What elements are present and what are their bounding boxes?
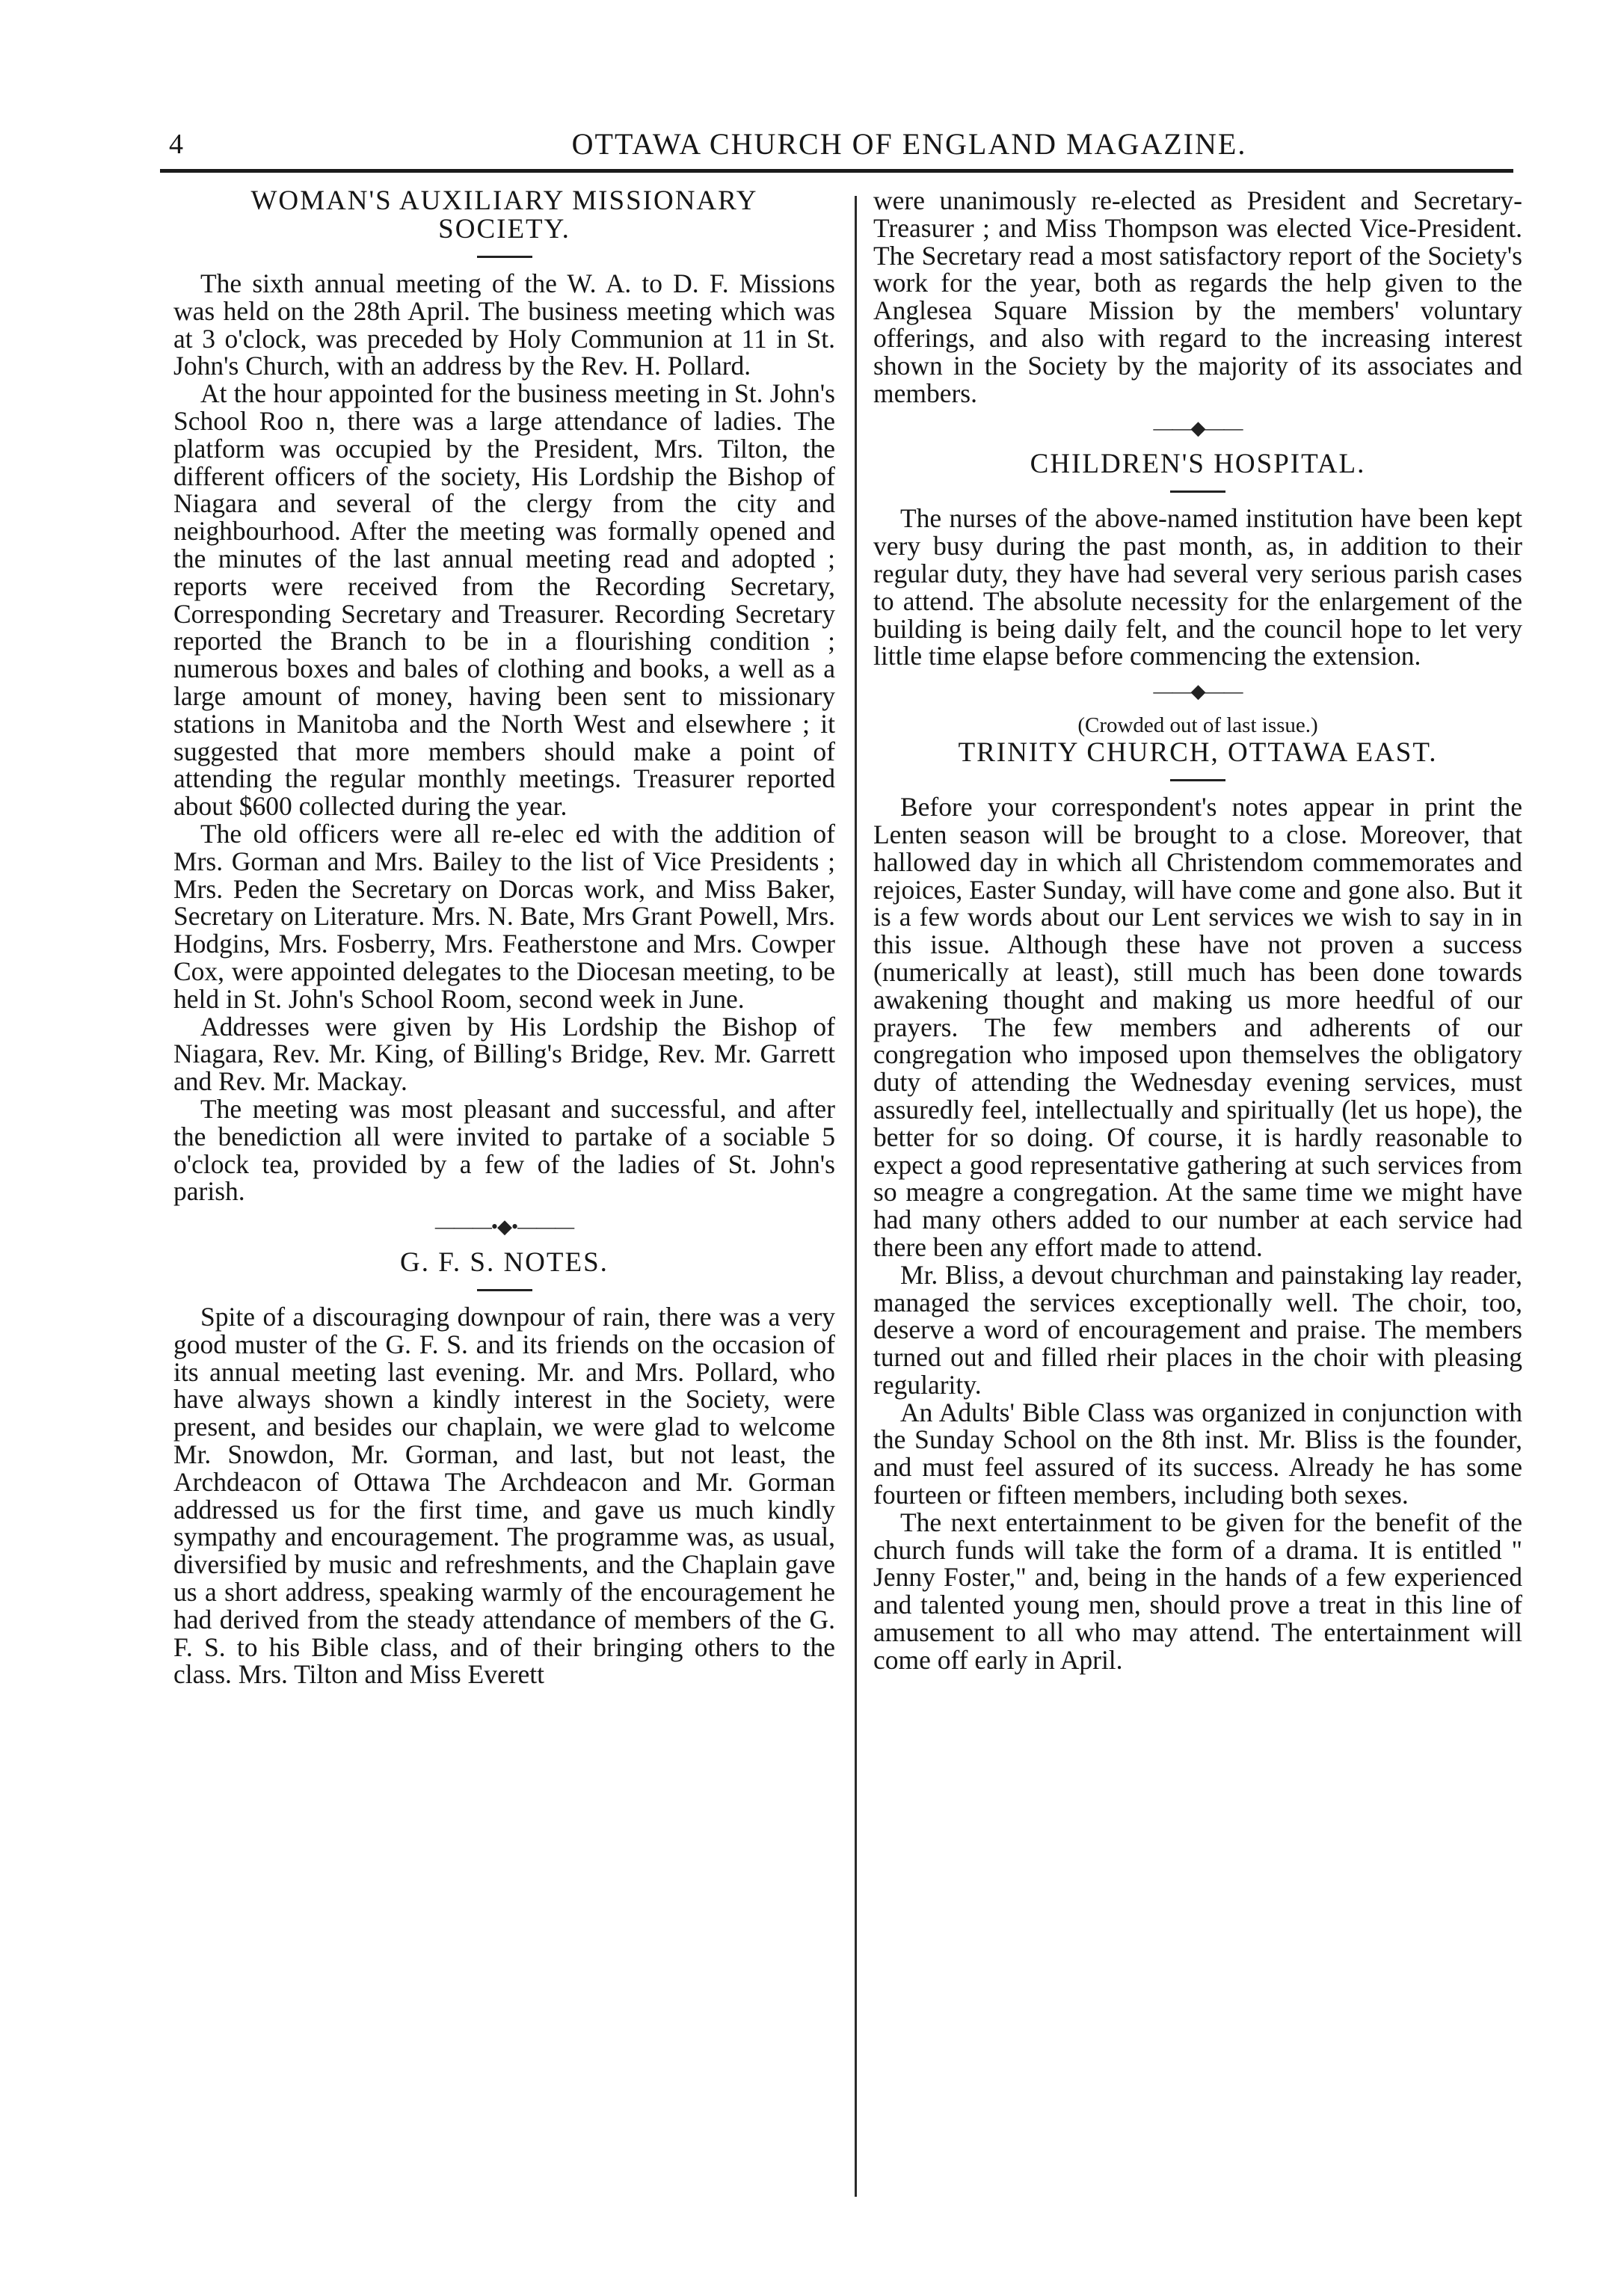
- gfs-notes-article: [173, 1249, 835, 1688]
- article-heading: G. F. S. NOTES.: [400, 1247, 609, 1279]
- paragraph: Before your correspondent's notes appear in print the Lenten season will be brought to a close. Moreover, that hallowed day in which all Christendom commemorates and rejoices, Easter Sunday, will have come and gone also. But it is a few words about our Lent services we wish to say in in this issue. Although these have not proven a success (numerically at least), still much has been done towards awakening thought and making us more heedful of our prayers. The few members and adherents of our congregation who imposed upon themselves the obligatory duty of attending the Wednesday evening services, must assuredly feel, intellectually and spiritually (let us hope), the better for so doing. Of course, it is hardly reasonable to expect a good representative gathering at such services from so meagre a congregation. At the same time we might have had many others added to our number at each service had there been any effort made to attend.: [873, 792, 1522, 1262]
- paragraph: Spite of a discouraging downpour of rain, there was a very good muster of the G. F. S. and its friends on the occasion of its annual meeting last evening. Mr. and Mrs. Pollard, who have always shown a kindly interest in the Society, were present, and besides our chaplain, we were glad to welcome Mr. Snowdon, Mr. Gorman, and last, but not least, the Archdeacon of Ottawa The Archdeacon and Mr. Gorman addressed us for the first time, and gave us much kindly sympathy and encouragement. The programme was, as usual, diversified by music and refreshments, and the Chaplain gave us a short address, speaking warmly of the encouragement he had derived from the steady attendance of members of the G. F. S. to his Bible class, and of their bringing others to the class. Mrs. Tilton and Miss Everett: [173, 1302, 835, 1690]
- paragraph: The sixth annual meeting of the W. A. to D. F. Missions was held on the 28th April. The business meeting which was at 3 o'clock, was preceded by Holy Communion at 11 in St. John's Church, with an address by the Rev. H. Pollard.: [173, 268, 835, 381]
- section-ornament: ——◆——: [1153, 680, 1243, 703]
- heading-line: WOMAN'S AUXILIARY MISSIONARY: [250, 185, 758, 216]
- paragraph: Mr. Bliss, a devout churchman and painstaking lay reader, managed the services exceptionally well. The choir, too, deserve a word of encouragement and praise. The members turned out and filled rheir places in the choir with pleasing regularity.: [873, 1259, 1522, 1400]
- right-column: [873, 187, 1522, 1674]
- paragraph: The nurses of the above-named institution have been kept very busy during the past month, as, in addition to their regular duty, they have had several very serious parish cases to attend. The absolute necessity for the enlargement of the building is being daily felt, and the council hope to let very little time elapse before commencing the extension.: [873, 503, 1522, 671]
- paragraph: The next entertainment to be given for the benefit of the church funds will take the form of a drama. It is entitled " Jenny Foster," and, being in the hands of a few experienced and talented young men, should prove a treat in this line of amusement to all who may attend. The entertainment will come off early in April.: [873, 1507, 1522, 1675]
- paragraph: The meeting was most pleasant and successful, and after the benediction all were invited to partake of a sociable 5 o'clock tea, provided by a few of the ladies of St. John's parish.: [173, 1093, 835, 1207]
- article-heading: [173, 187, 835, 244]
- header-rule: [160, 169, 1513, 173]
- paragraph: were unanimously re-elected as President and Secretary-Treasurer ; and Miss Thompson was elected Vice-President. The Secretary read a most satisfactory report of the Society's work for the year, both as regards the help given to the Anglesea Square Mission by the members' voluntary offerings, and also with regard to the increasing interest shown in the Society by the majority of its associates and members.: [873, 185, 1522, 408]
- paragraph: Addresses were given by His Lordship the Bishop of Niagara, Rev. Mr. King, of Billing's Bridge, Rev. Mr. Garrett and Rev. Mr. Mackay.: [173, 1011, 835, 1097]
- paragraph: At the hour appointed for the business meeting in St. John's School Roo n, there was a large attendance of ladies. The platform was occupied by the President, Mrs. Tilton, the different officers of the society, His Lordship the Bishop of Niagara and several of the clergy from the city and neighbourhood. After the meeting was formally opened and the minutes of the last annual meeting read and adopted ; reports were received from the Recording Secretary, Corresponding Secretary and Treasurer. Recording Secretary reported the Branch to be in a flourishing condition ; numerous boxes and bales of clothing and books, a well as a large amount of money, having been sent to missionary stations in Manitoba and the North West and elsewhere ; it suggested that more members should make a point of attending the regular monthly meetings. Treasurer reported about $600 collected during the year.: [173, 378, 835, 822]
- heading-rule: [1170, 779, 1225, 781]
- running-header: [169, 126, 1516, 163]
- paragraph: An Adults' Bible Class was organized in conjunction with the Sunday School on the 8th inst. Mr. Bliss is the founder, and must feel assured of its success. Already he has some fourteen or fifteen members, including both sexes.: [873, 1397, 1522, 1510]
- column-divider: [855, 196, 857, 2197]
- magazine-title: OTTAWA CHURCH OF ENGLAND MAGAZINE.: [571, 127, 1247, 161]
- page-number: 4: [169, 129, 183, 160]
- editorial-note: (Crowded out of last issue.): [1077, 713, 1318, 738]
- paragraph: The old officers were all re-elec ed with the addition of Mrs. Gorman and Mrs. Bailey to the list of Vice Presidents ; Mrs. Peden the Secretary on Dorcas work, and Miss Baker, Secretary on Literature. Mrs. N. Bate, Mrs Grant Powell, Mrs. Hodgins, Mrs. Fosberry, Mrs. Featherstone and Mrs. Cowper Cox, were appointed delegates to the Diocesan meeting, to be held in St. John's School Room, second week in June.: [173, 818, 835, 1014]
- section-ornament: ——◆——: [1153, 417, 1243, 440]
- childrens-hospital-article: [873, 450, 1522, 670]
- trinity-church-article: [873, 713, 1522, 1674]
- heading-line: SOCIETY.: [438, 214, 570, 244]
- left-column: [173, 187, 835, 1688]
- article-heading: TRINITY CHURCH, OTTAWA EAST.: [958, 737, 1438, 769]
- heading-rule: [1170, 490, 1225, 493]
- section-ornament: ———•◆•———: [434, 1216, 574, 1238]
- heading-rule: [477, 256, 532, 258]
- womans-auxiliary-article: [173, 187, 835, 1205]
- article-heading: CHILDREN'S HOSPITAL.: [1030, 449, 1366, 480]
- heading-rule: [477, 1289, 532, 1291]
